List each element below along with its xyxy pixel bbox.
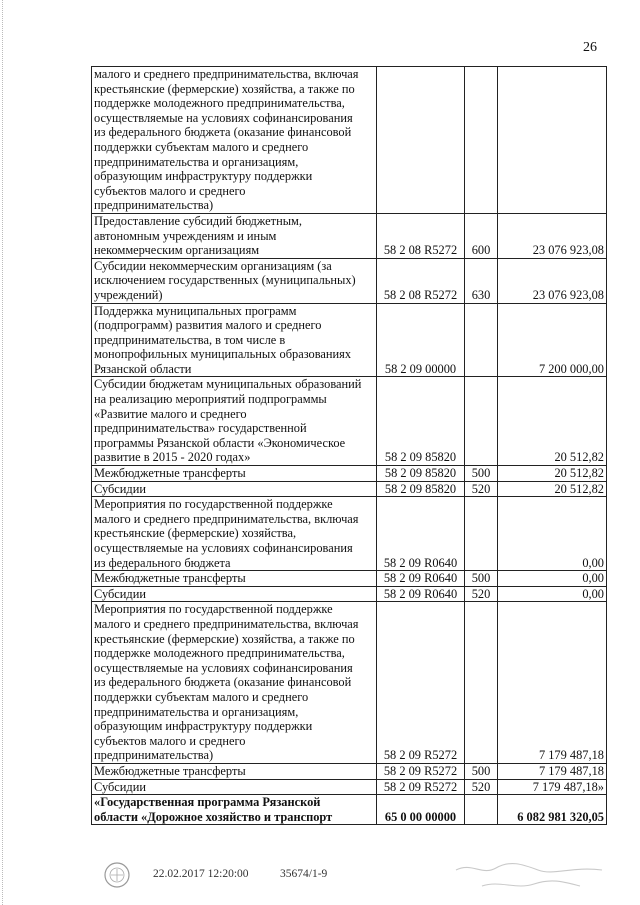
table-row	[92, 377, 607, 466]
row-name-cell: Межбюджетные трансферты	[92, 763, 377, 779]
row-name-cell: Мероприятия по государственной поддержке малого и среднего предпринимательства, включая крестьянские (фермерские) хозяйства, а также по поддержке молодежного предпринимательства, осуществляемые на условиях софинансирования из федерального бюджета (оказание финансовой поддержки субъектам малого и среднего предпринимательства и организациям, образующим инфраструктуру поддержки субъектов малого и среднего предпринимательства)	[92, 602, 377, 764]
row-amount-cell: 6 082 981 320,05	[498, 795, 607, 825]
row-amount-cell: 23 076 923,08	[498, 213, 607, 258]
row-name-cell: Субсидии некоммерческим организациям (за исключением государственных (муниципальных) учреждений)	[92, 258, 377, 303]
table-row	[92, 481, 607, 497]
row-amount-cell: 20 512,82	[498, 377, 607, 466]
row-amount-cell: 23 076 923,08	[498, 258, 607, 303]
row-type-cell: 520	[465, 481, 498, 497]
table-row	[92, 586, 607, 602]
table-row	[92, 497, 607, 571]
table-row	[92, 466, 607, 482]
budget-table-body	[92, 67, 607, 825]
row-type-cell	[465, 303, 498, 377]
row-amount-cell	[498, 67, 607, 214]
footer-date: 22.02.2017 12:20:00	[153, 868, 249, 880]
row-amount-cell: 0,00	[498, 586, 607, 602]
row-name-cell: Мероприятия по государственной поддержке малого и среднего предпринимательства, включая крестьянские (фермерские) хозяйства, осуществляемые на условиях софинансирования из федерального бюджета	[92, 497, 377, 571]
row-name-cell: Межбюджетные трансферты	[92, 466, 377, 482]
table-row	[92, 795, 607, 825]
row-name-cell: «Государственная программа Рязанской области «Дорожное хозяйство и транспорт	[92, 795, 377, 825]
row-type-cell	[465, 795, 498, 825]
table-row	[92, 779, 607, 795]
row-code-cell: 58 2 09 R5272	[377, 763, 465, 779]
row-name-cell: Субсидии	[92, 779, 377, 795]
row-code-cell: 58 2 09 R5272	[377, 779, 465, 795]
row-code-cell: 58 2 09 R0640	[377, 571, 465, 587]
row-name-cell: малого и среднего предпринимательства, включая крестьянские (фермерские) хозяйства, а также по поддержке молодежного предпринимательства, осуществляемые на условиях софинансирования из федерального бюджета (оказание финансовой поддержки субъектам малого и среднего предпринимательства и организациям, образующим инфраструктуру поддержки субъектов малого и среднего предпринимательства)	[92, 67, 377, 214]
row-amount-cell: 7 179 487,18»	[498, 779, 607, 795]
page-number: 26	[583, 40, 597, 55]
row-amount-cell: 7 179 487,18	[498, 602, 607, 764]
row-code-cell: 58 2 09 85820	[377, 481, 465, 497]
table-row	[92, 602, 607, 764]
row-name-cell: Субсидии	[92, 586, 377, 602]
row-amount-cell: 7 200 000,00	[498, 303, 607, 377]
row-name-cell: Предоставление субсидий бюджетным, автономным учреждениям и иным некоммерческим организациям	[92, 213, 377, 258]
table-row	[92, 213, 607, 258]
row-type-cell: 630	[465, 258, 498, 303]
row-amount-cell: 0,00	[498, 571, 607, 587]
row-type-cell: 520	[465, 779, 498, 795]
row-amount-cell: 7 179 487,18	[498, 763, 607, 779]
row-type-cell: 500	[465, 466, 498, 482]
row-type-cell	[465, 377, 498, 466]
row-code-cell: 58 2 09 85820	[377, 466, 465, 482]
row-code-cell	[377, 67, 465, 214]
row-name-cell: Поддержка муниципальных программ (подпрограмм) развития малого и среднего предпринимательства, в том числе в монопрофильных муниципальных образованиях Рязанской области	[92, 303, 377, 377]
row-code-cell: 58 2 09 R5272	[377, 602, 465, 764]
row-amount-cell: 20 512,82	[498, 466, 607, 482]
row-name-cell: Субсидии бюджетам муниципальных образований на реализацию мероприятий подпрограммы «Развитие малого и среднего предпринимательства» государственной программы Рязанской области «Экономическое развитие в 2015 - 2020 годах»	[92, 377, 377, 466]
row-code-cell: 58 2 08 R5272	[377, 258, 465, 303]
table-row	[92, 258, 607, 303]
row-type-cell	[465, 67, 498, 214]
row-code-cell: 58 2 09 R0640	[377, 497, 465, 571]
seal-icon	[102, 860, 132, 890]
row-amount-cell: 20 512,82	[498, 481, 607, 497]
row-type-cell	[465, 602, 498, 764]
margin-binding-marks	[2, 0, 7, 905]
table-row	[92, 67, 607, 214]
table-row	[92, 763, 607, 779]
row-code-cell: 58 2 08 R5272	[377, 213, 465, 258]
footer-doc-number: 35674/1-9	[280, 868, 328, 880]
budget-table	[91, 66, 607, 825]
table-row	[92, 303, 607, 377]
row-type-cell	[465, 497, 498, 571]
row-type-cell: 500	[465, 763, 498, 779]
row-code-cell: 58 2 09 R0640	[377, 586, 465, 602]
table-row	[92, 571, 607, 587]
row-name-cell: Субсидии	[92, 481, 377, 497]
row-code-cell: 58 2 09 00000	[377, 303, 465, 377]
handwritten-signature-icon	[452, 860, 612, 894]
row-code-cell: 58 2 09 85820	[377, 377, 465, 466]
row-type-cell: 520	[465, 586, 498, 602]
row-name-cell: Межбюджетные трансферты	[92, 571, 377, 587]
row-type-cell: 500	[465, 571, 498, 587]
row-amount-cell: 0,00	[498, 497, 607, 571]
row-type-cell: 600	[465, 213, 498, 258]
row-code-cell: 65 0 00 00000	[377, 795, 465, 825]
